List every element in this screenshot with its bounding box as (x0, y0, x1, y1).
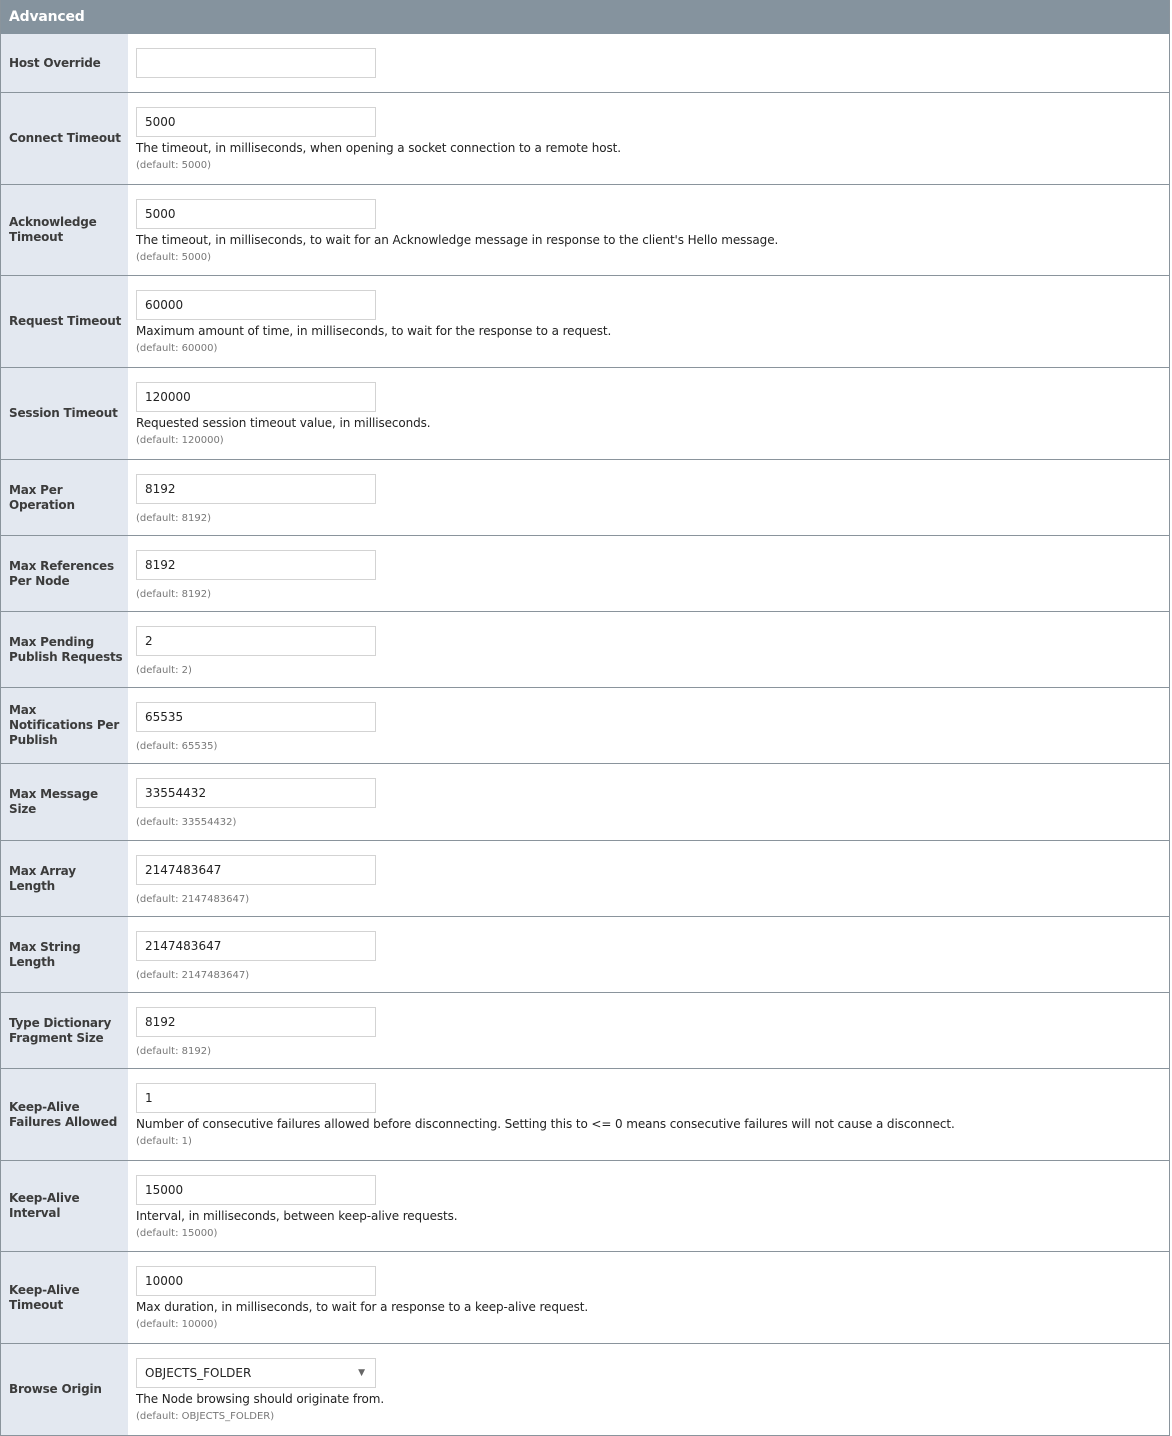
row-type-dictionary-fragment-size (1, 993, 1169, 1069)
row-keep-alive-failures-allowed (1, 1069, 1169, 1161)
request-timeout-default: (default: 60000) (136, 343, 218, 354)
max-message-size-input[interactable] (136, 778, 376, 808)
row-max-notifications-per-publish (1, 688, 1169, 764)
max-string-length-default: (default: 2147483647) (136, 970, 250, 981)
label-host-override: Host Override (1, 34, 128, 92)
panel-header[interactable]: Advanced (1, 0, 1169, 34)
editor-max-references-per-node (128, 536, 1169, 611)
row-keep-alive-timeout (1, 1252, 1169, 1344)
row-host-override (1, 34, 1169, 93)
label-browse-origin: Browse Origin (1, 1344, 128, 1435)
dropdown-caret-icon: ▼ (358, 1368, 365, 1378)
row-max-array-length (1, 841, 1169, 917)
connect-timeout-input[interactable] (136, 107, 376, 137)
label-max-per-operation: Max Per Operation (1, 460, 128, 535)
label-max-references-per-node: Max References Per Node (1, 536, 128, 611)
keep-alive-timeout-default: (default: 10000) (136, 1319, 218, 1330)
max-string-length-input[interactable] (136, 931, 376, 961)
session-timeout-default: (default: 120000) (136, 435, 224, 446)
label-acknowledge-timeout: Acknowledge Timeout (1, 185, 128, 275)
editor-keep-alive-timeout (128, 1252, 1169, 1343)
max-pending-publish-requests-input[interactable] (136, 626, 376, 656)
row-max-string-length (1, 917, 1169, 993)
browse-origin-select[interactable] (136, 1358, 376, 1388)
row-browse-origin (1, 1344, 1169, 1436)
label-connect-timeout: Connect Timeout (1, 93, 128, 184)
row-keep-alive-interval (1, 1161, 1169, 1252)
label-keep-alive-timeout: Keep-Alive Timeout (1, 1252, 128, 1343)
editor-request-timeout (128, 276, 1169, 367)
connect-timeout-description: The timeout, in milliseconds, when opening a socket connection to a remote host. (136, 141, 621, 155)
row-max-pending-publish-requests (1, 612, 1169, 688)
max-notifications-per-publish-default: (default: 65535) (136, 741, 218, 752)
browse-origin-default: (default: OBJECTS_FOLDER) (136, 1411, 275, 1422)
label-max-message-size: Max Message Size (1, 764, 128, 840)
session-timeout-description: Requested session timeout value, in milliseconds. (136, 416, 431, 430)
label-request-timeout: Request Timeout (1, 276, 128, 367)
editor-browse-origin (128, 1344, 1169, 1435)
label-keep-alive-interval: Keep-Alive Interval (1, 1161, 128, 1251)
editor-max-array-length (128, 841, 1169, 916)
keep-alive-timeout-description: Max duration, in milliseconds, to wait for a response to a keep-alive request. (136, 1300, 589, 1314)
editor-connect-timeout (128, 93, 1169, 184)
label-session-timeout: Session Timeout (1, 368, 128, 459)
row-session-timeout (1, 368, 1169, 460)
editor-keep-alive-failures-allowed (128, 1069, 1169, 1160)
keep-alive-timeout-input[interactable] (136, 1266, 376, 1296)
keep-alive-interval-default: (default: 15000) (136, 1228, 218, 1239)
editor-max-notifications-per-publish (128, 688, 1169, 763)
editor-host-override (128, 34, 1169, 92)
keep-alive-failures-allowed-description: Number of consecutive failures allowed before disconnecting. Setting this to <= 0 means consecutive failures will not cause a disconnect. (136, 1117, 955, 1131)
keep-alive-interval-input[interactable] (136, 1175, 376, 1205)
label-max-array-length: Max Array Length (1, 841, 128, 916)
label-max-string-length: Max String Length (1, 917, 128, 992)
label-keep-alive-failures-allowed: Keep-Alive Failures Allowed (1, 1069, 128, 1160)
max-per-operation-default: (default: 8192) (136, 513, 211, 524)
editor-max-per-operation (128, 460, 1169, 535)
editor-max-message-size (128, 764, 1169, 840)
editor-type-dictionary-fragment-size (128, 993, 1169, 1068)
connect-timeout-default: (default: 5000) (136, 160, 211, 171)
editor-session-timeout (128, 368, 1169, 459)
row-max-per-operation (1, 460, 1169, 536)
keep-alive-interval-description: Interval, in milliseconds, between keep-alive requests. (136, 1209, 458, 1223)
session-timeout-input[interactable] (136, 382, 376, 412)
acknowledge-timeout-description: The timeout, in milliseconds, to wait for an Acknowledge message in response to the client's Hello message. (136, 233, 779, 247)
editor-max-pending-publish-requests (128, 612, 1169, 687)
type-dictionary-fragment-size-input[interactable] (136, 1007, 376, 1037)
acknowledge-timeout-input[interactable] (136, 199, 376, 229)
max-pending-publish-requests-default: (default: 2) (136, 665, 192, 676)
type-dictionary-fragment-size-default: (default: 8192) (136, 1046, 211, 1057)
browse-origin-description: The Node browsing should originate from. (136, 1392, 385, 1406)
request-timeout-input[interactable] (136, 290, 376, 320)
editor-keep-alive-interval (128, 1161, 1169, 1251)
row-max-message-size (1, 764, 1169, 841)
label-type-dictionary-fragment-size: Type Dictionary Fragment Size (1, 993, 128, 1068)
max-message-size-default: (default: 33554432) (136, 817, 237, 828)
editor-acknowledge-timeout (128, 185, 1169, 275)
request-timeout-description: Maximum amount of time, in milliseconds, to wait for the response to a request. (136, 324, 612, 338)
row-max-references-per-node (1, 536, 1169, 612)
host-override-input[interactable] (136, 48, 376, 78)
max-array-length-input[interactable] (136, 855, 376, 885)
editor-max-string-length (128, 917, 1169, 992)
max-notifications-per-publish-input[interactable] (136, 702, 376, 732)
keep-alive-failures-allowed-input[interactable] (136, 1083, 376, 1113)
browse-origin-selected-value: OBJECTS_FOLDER (145, 1366, 252, 1380)
max-per-operation-input[interactable] (136, 474, 376, 504)
keep-alive-failures-allowed-default: (default: 1) (136, 1136, 192, 1147)
row-acknowledge-timeout (1, 185, 1169, 276)
label-max-pending-publish-requests: Max Pending Publish Requests (1, 612, 128, 687)
max-references-per-node-input[interactable] (136, 550, 376, 580)
label-max-notifications-per-publish: Max Notifications Per Publish (1, 688, 128, 763)
max-references-per-node-default: (default: 8192) (136, 589, 211, 600)
max-array-length-default: (default: 2147483647) (136, 894, 250, 905)
row-connect-timeout (1, 93, 1169, 185)
acknowledge-timeout-default: (default: 5000) (136, 252, 211, 263)
row-request-timeout (1, 276, 1169, 368)
